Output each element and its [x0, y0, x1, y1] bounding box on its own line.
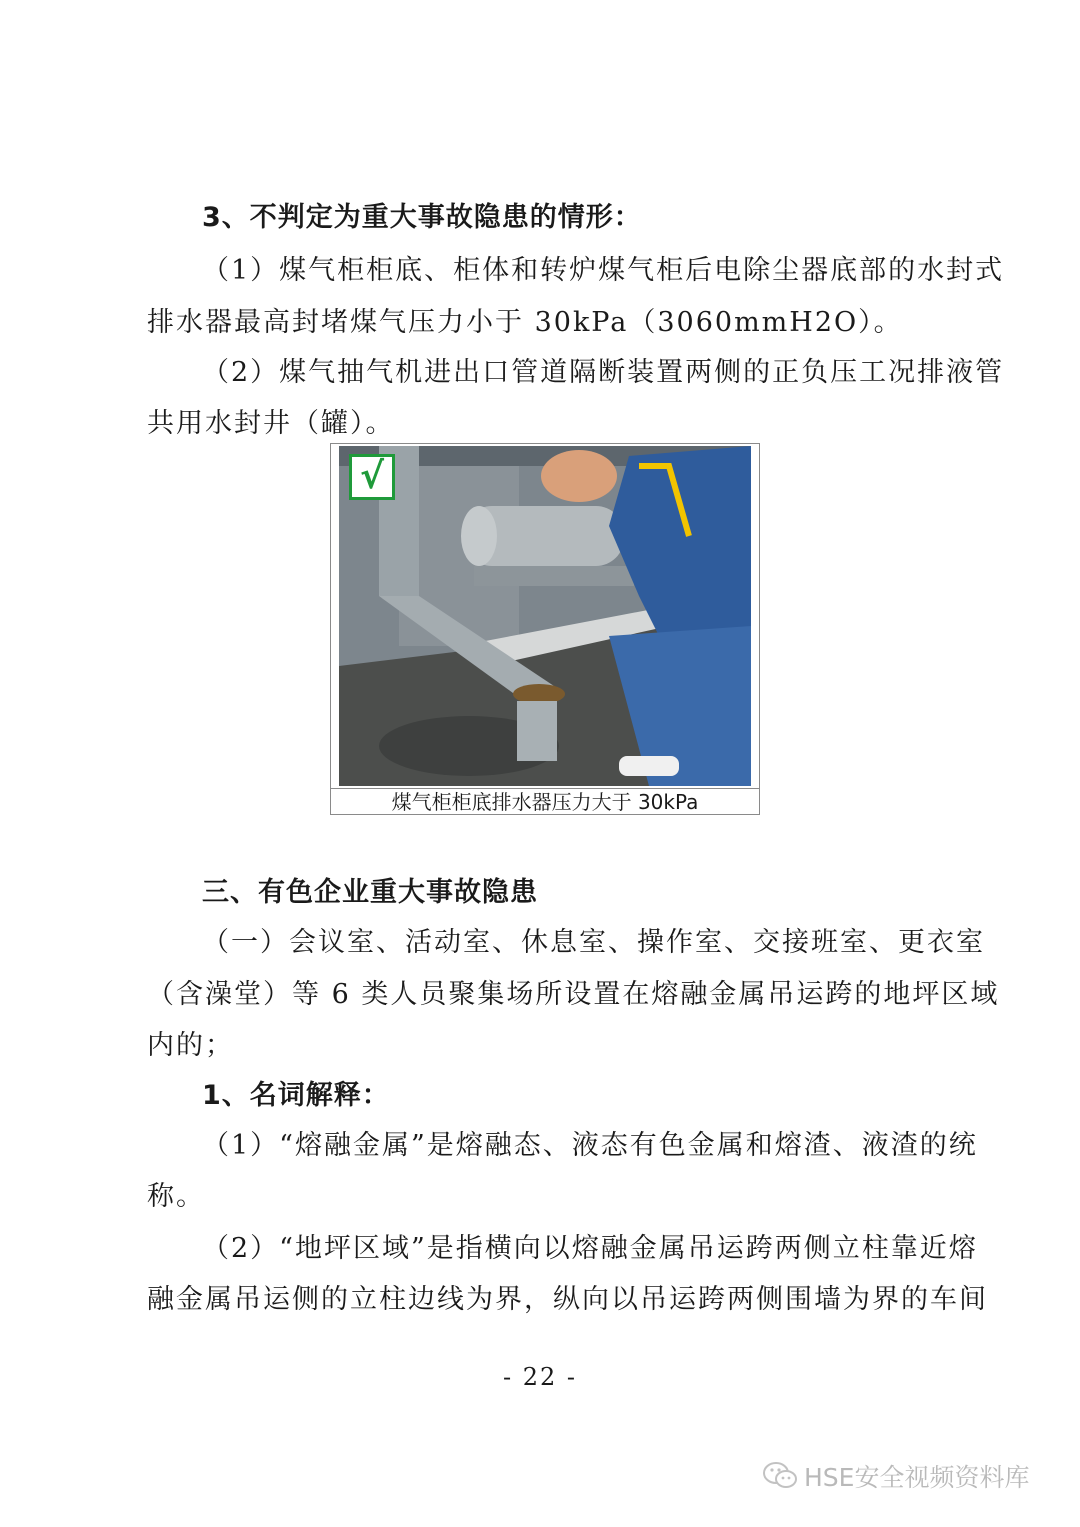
paragraph-line: （一）会议室、活动室、休息室、操作室、交接班室、更衣室 [202, 927, 985, 958]
wechat-icon [762, 1460, 798, 1492]
paragraph-line: 共用水封井（罐）。 [147, 408, 395, 439]
section-heading: 三、有色企业重大事故隐患 [202, 877, 538, 908]
watermark [762, 1458, 1029, 1494]
sub-heading: 1、名词解释： [202, 1080, 390, 1111]
figure [330, 443, 760, 815]
paragraph-line: （1）煤气柜柜底、柜体和转炉煤气柜后电除尘器底部的水封式 [202, 255, 1005, 286]
paragraph-line: （2）煤气抽气机进出口管道隔断装置两侧的正负压工况排液管 [202, 357, 1005, 388]
paragraph-line: （1）“熔融金属”是熔融态、液态有色金属和熔渣、液渣的统 [202, 1130, 978, 1161]
photo [339, 446, 751, 786]
figure-caption: 煤气柜柜底排水器压力大于 30kPa [331, 788, 759, 815]
paragraph-line: 称。 [147, 1181, 205, 1212]
paragraph-line: （2）“地坪区域”是指横向以熔融金属吊运跨两侧立柱靠近熔 [202, 1233, 978, 1264]
watermark-text: HSE安全视频资料库 [804, 1463, 1030, 1492]
page-number: - 22 - [502, 1363, 577, 1391]
paragraph-line: （含澡堂）等 6 类人员聚集场所设置在熔融金属吊运跨的地坪区域 [147, 979, 1000, 1010]
checkmark-icon: √ [349, 454, 395, 500]
paragraph-line: 内的； [147, 1030, 234, 1061]
paragraph-line: 排水器最高封堵煤气压力小于 30kPa（3060mmH2O）。 [147, 307, 903, 338]
section-heading: 3、不判定为重大事故隐患的情形： [202, 202, 642, 233]
paragraph-line: 融金属吊运侧的立柱边线为界，纵向以吊运跨两侧围墙为界的车间 [147, 1284, 988, 1315]
